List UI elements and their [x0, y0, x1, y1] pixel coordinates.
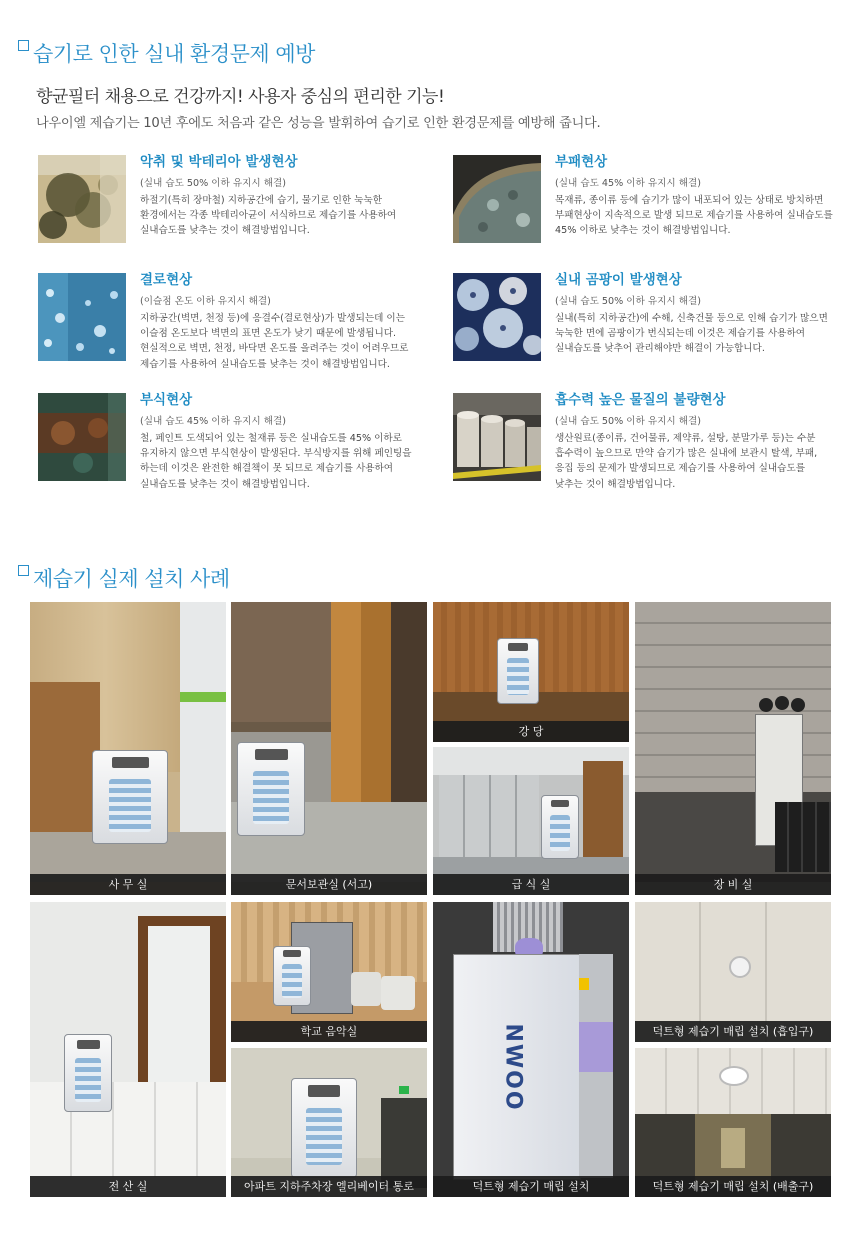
issue-condition: (실내 습도 45% 이하 유지시 해결) — [555, 178, 702, 189]
cases-section-title: 제습기 실제 설치 사례 — [18, 563, 230, 593]
case-duct-installation-photo — [433, 902, 629, 1197]
issue-description: 지하공간(벽면, 천정 등)에 응결수(결로현상)가 발생되는데 이는 이슬점 온도보다 벽면의 표면 온도가 낮기 때문에 발생됩니다. 현실적으로 벽면, 천정, 바닥면 온도를 올려주는 것이 어려우므로 제습기를 사용하여 실내습도를 낮추는 것이 해결방법입니다. — [140, 313, 409, 370]
issue-condition: (실내 습도 45% 이하 유지시 해결) — [140, 416, 287, 427]
issue-title: 실내 곰팡이 발생현상 — [555, 272, 682, 288]
case-caption: 덕트형 제습기 매립 설치 (배출구) — [635, 1176, 831, 1197]
case-caption: 덕트형 제습기 매립 설치 (흡입구) — [635, 1021, 831, 1042]
issue-description: 목재류, 종이류 등에 습기가 많이 내포되어 있는 상태로 방치하면 부패현상이 지속적으로 발생 되므로 제습기를 사용하여 실내습도를 45% 이하로 낮추는 것이 해결방법입니다. — [555, 195, 833, 237]
case-caption: 장 비 실 — [635, 874, 831, 895]
case-auditorium-photo — [433, 602, 629, 742]
nowoo-logo: NWOO — [500, 1022, 526, 1112]
paper-rolls-photo — [453, 393, 541, 481]
corroded-metal-photo — [38, 393, 126, 481]
issue-description: 생산원료(종이류, 건어물류, 제약류, 설탕, 분말가루 등)는 수분 흡수력이 높으므로 만약 습기가 많은 실내에 보관시 탈색, 부패, 응집 등의 문제가 발생되므로 제습기를 사용하여 실내습도를 낮추는 것이 해결방법입니다. — [555, 433, 818, 490]
issue-title: 악취 및 박테리아 발생현상 — [140, 154, 298, 170]
issue-title: 부패현상 — [555, 154, 608, 170]
case-archive-photo — [231, 602, 427, 895]
case-caption: 아파트 지하주차장 엘리베이터 통로 — [231, 1176, 427, 1197]
issue-title: 흡수력 높은 물질의 불량현상 — [555, 392, 726, 408]
water-droplets-photo — [38, 273, 126, 361]
problems-section-title: 습기로 인한 실내 환경문제 예방 — [18, 38, 315, 68]
issue-title: 결로현상 — [140, 272, 193, 288]
case-caption: 사 무 실 — [30, 874, 226, 895]
case-caption: 문서보관실 (서고) — [231, 874, 427, 895]
case-office-photo — [30, 602, 226, 895]
moldy-bread-photo — [453, 155, 541, 243]
mold-wall-photo — [38, 155, 126, 243]
issue-description: 하절기(특히 장마철) 지하공간에 습기, 물기로 인한 눅눅한 환경에서는 각종 박테리아균이 서식하므로 제습기를 사용하여 실내습도를 낮추는 것이 해결방법입니다. — [140, 195, 397, 237]
case-caption: 급 식 실 — [433, 874, 629, 895]
mold-spores-photo — [453, 273, 541, 361]
case-caption: 강 당 — [433, 721, 629, 742]
subtitle: 향균필터 채용으로 건강까지! 사용자 중심의 편리한 기능! — [36, 87, 445, 107]
case-caption: 덕트형 제습기 매립 설치 — [433, 1176, 629, 1197]
case-server-room-photo — [30, 902, 226, 1197]
square-bullet-icon — [18, 565, 29, 576]
issue-description: 철, 페인트 도색되어 있는 철재류 등은 실내습도를 45% 이하로 유지하지 않으면 부식현상이 발생된다. 부식방지를 위해 페인팅을 하는데 이것은 완전한 해결책이 못 되므로 제습기를 사용하여 실내습도를 낮추는 것이 해결방법입니다. — [140, 433, 412, 490]
intro-text: 나우이엘 제습기는 10년 후에도 처음과 같은 성능을 발휘하여 습기로 인한 환경문제를 예방해 줍니다. — [36, 116, 601, 131]
case-cafeteria-photo — [433, 747, 629, 895]
issue-description: 실내(특히 지하공간)에 수해, 신축건물 등으로 인해 습기가 많으면 눅눅한 면에 곰팡이가 번식되는데 이것은 제습기를 사용하여 실내습도를 낮추어 관리해야만 해결이 가능합니다. — [555, 313, 828, 355]
square-bullet-icon — [18, 40, 29, 51]
case-caption: 전 산 실 — [30, 1176, 226, 1197]
issue-title: 부식현상 — [140, 392, 193, 408]
case-music-room-photo — [231, 902, 427, 1042]
case-duct-intake-photo — [635, 902, 831, 1042]
case-equipment-room-photo — [635, 602, 831, 895]
case-apartment-parking-photo — [231, 1048, 427, 1197]
issue-condition: (실내 습도 50% 이하 유지시 해결) — [555, 416, 702, 427]
issue-condition: (실내 습도 50% 이하 유지시 해결) — [140, 178, 287, 189]
issue-condition: (이슬점 온도 이하 유지시 해결) — [140, 296, 271, 307]
issue-condition: (실내 습도 50% 이하 유지시 해결) — [555, 296, 702, 307]
case-caption: 학교 음악실 — [231, 1021, 427, 1042]
case-duct-outlet-photo — [635, 1048, 831, 1197]
